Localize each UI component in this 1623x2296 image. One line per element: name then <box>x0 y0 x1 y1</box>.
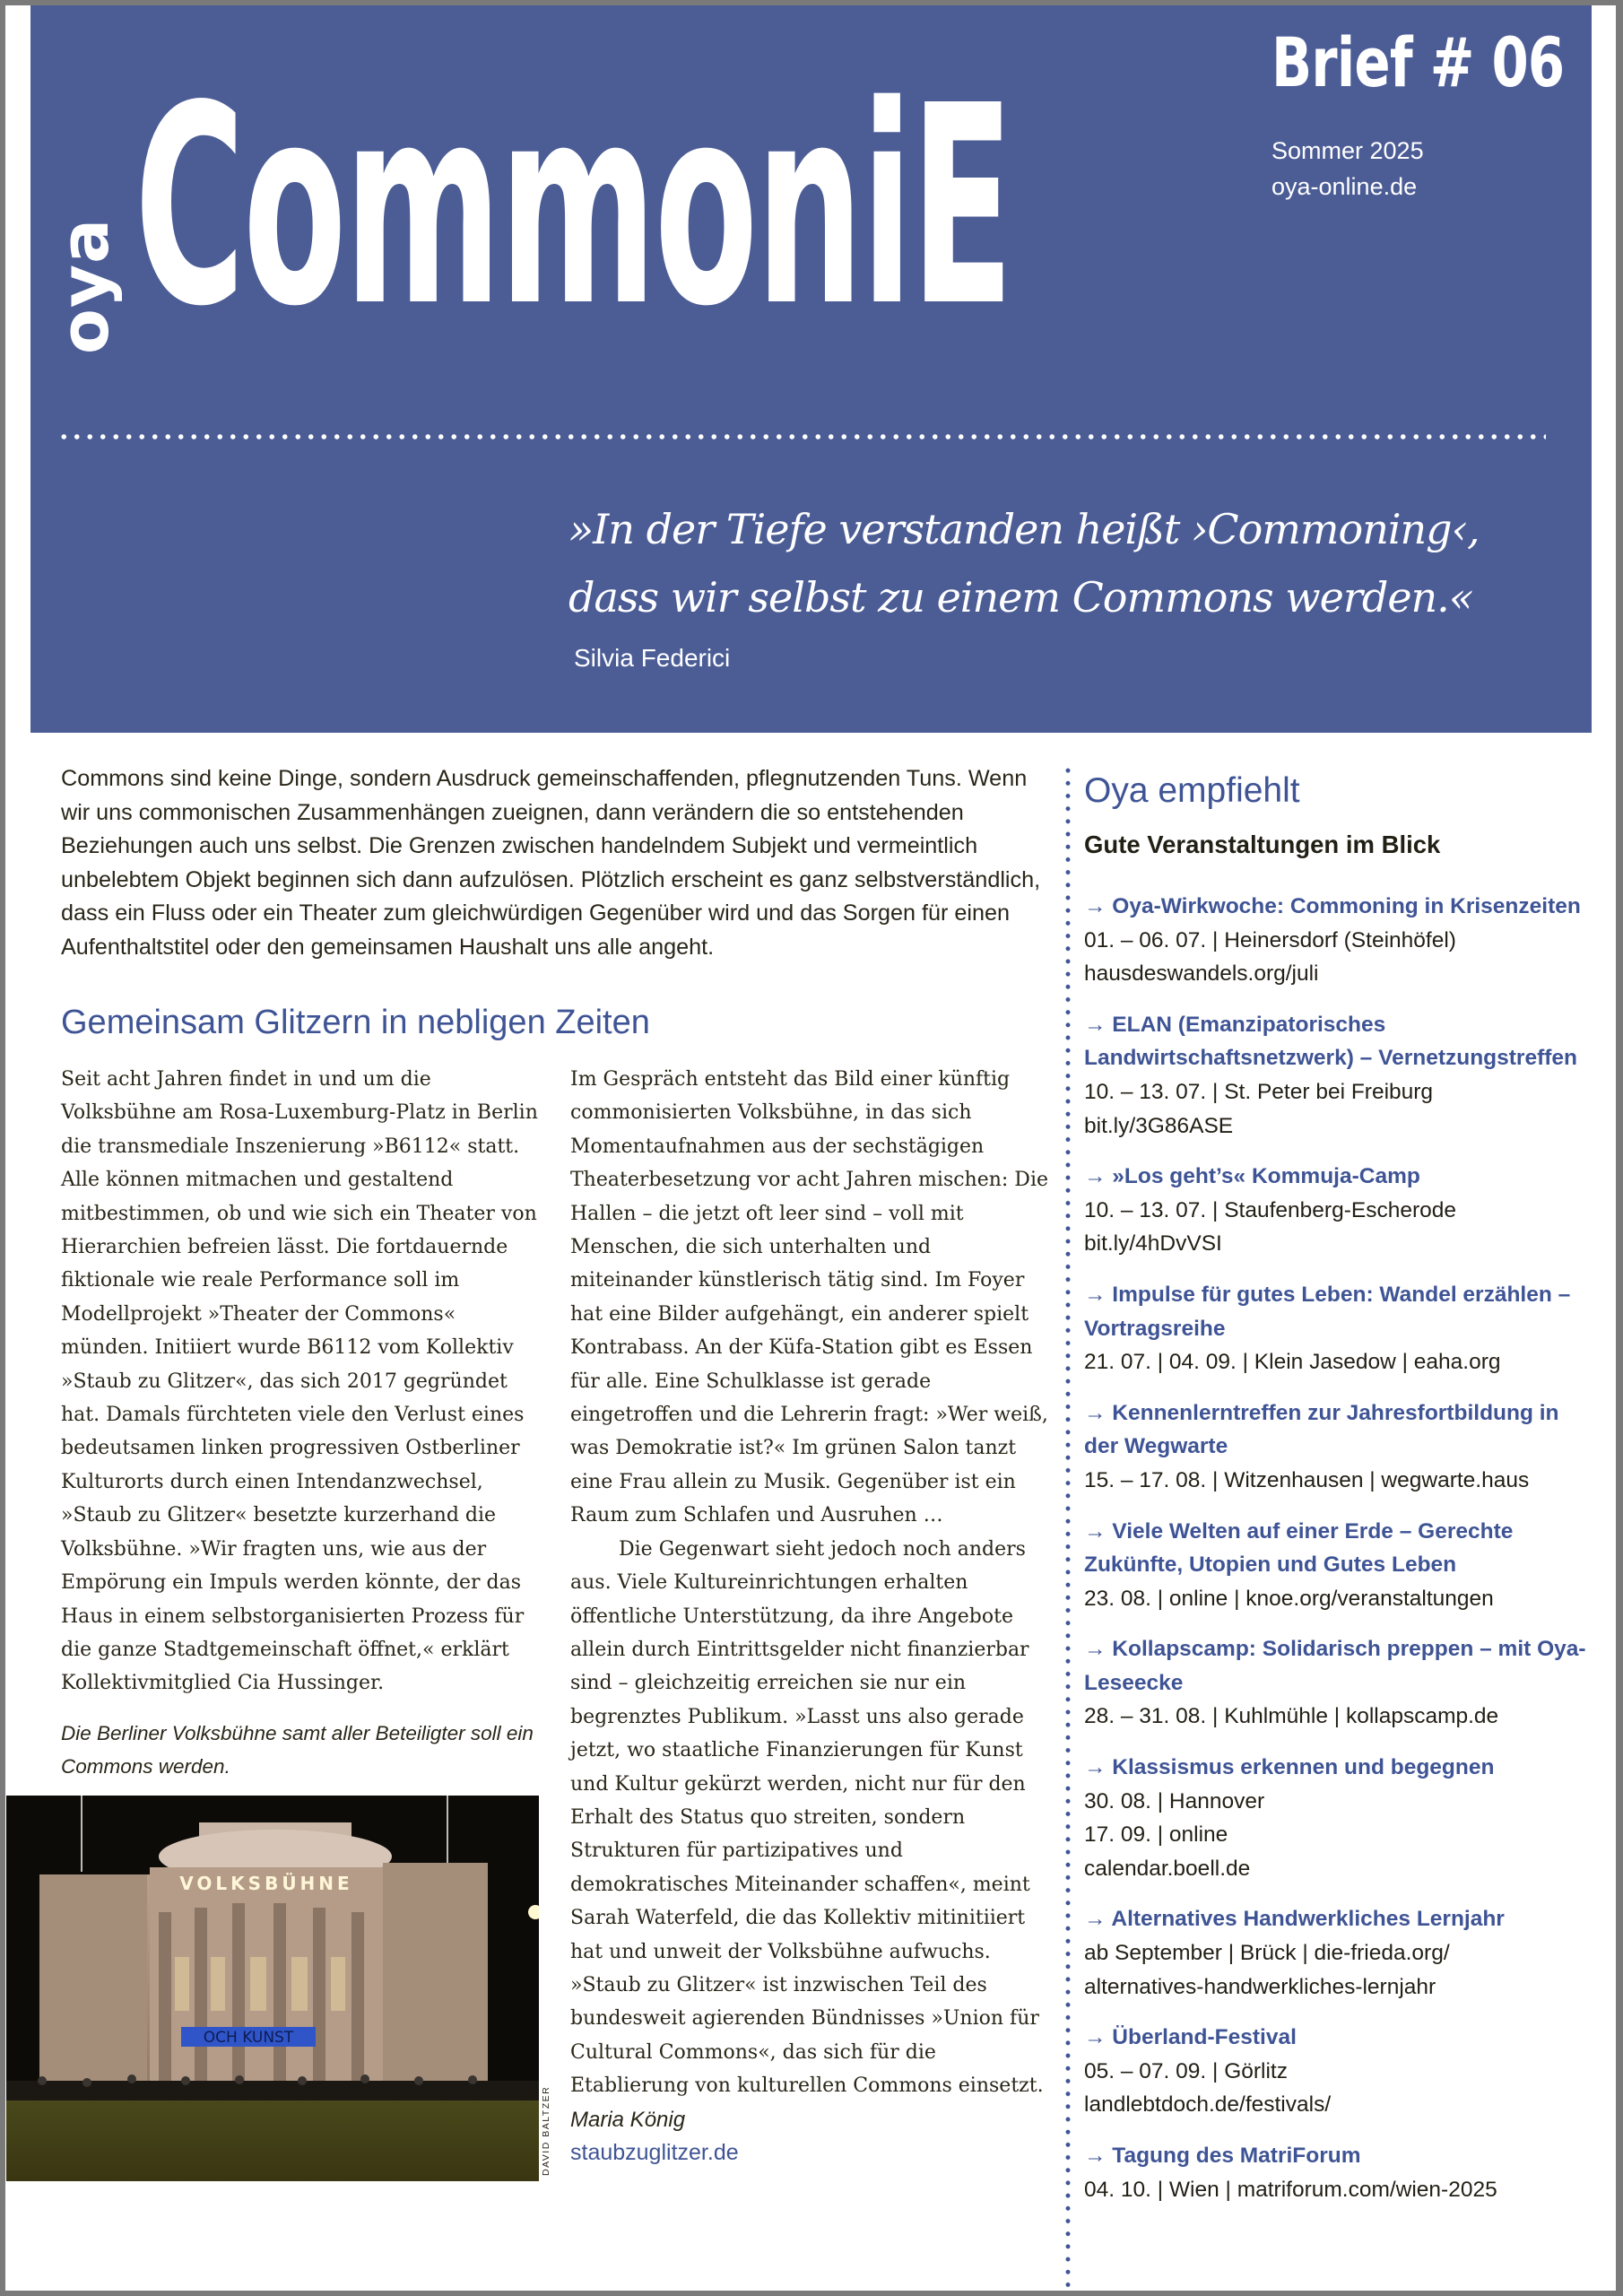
event-detail: 01. – 06. 07. | Heinersdorf (Steinhöfel) <box>1084 927 1456 952</box>
epigraph-quote <box>568 495 1564 631</box>
event-title[interactable]: → Kennenlerntreffen zur Jahresfortbildung in der Wegwarte <box>1084 1400 1559 1459</box>
photo-credit: DAVID BALTZER <box>541 2085 551 2176</box>
article-headline: Gemeinsam Glitzern in nebligen Zeiten <box>61 1004 650 1041</box>
event-detail: bit.ly/3G86ASE <box>1084 1113 1234 1138</box>
volksbuehne-photo <box>6 1796 539 2181</box>
event-detail: 21. 07. | 04. 09. | Klein Jasedow | eaha.org <box>1084 1350 1501 1375</box>
issue-meta <box>1271 133 1424 204</box>
event-list <box>1084 890 1591 2206</box>
quote-line: dass wir selbst zu einem Commons werden.« <box>568 573 1473 622</box>
event-detail: 15. – 17. 08. | Witzenhausen | wegwarte.haus <box>1084 1467 1530 1492</box>
photo-banner-text: OCH KUNST <box>203 2028 294 2047</box>
photo-illustration <box>6 1796 539 2181</box>
photo-figure <box>6 1796 551 2181</box>
column-separator-dotted <box>1065 764 1071 2289</box>
event-item <box>1084 1278 1591 1379</box>
event-detail: 10. – 13. 07. | St. Peter bei Freiburg <box>1084 1079 1434 1104</box>
event-detail: alternatives-handwerkliches-lernjahr <box>1084 1974 1436 1999</box>
sidebar-title: Oya empfiehlt <box>1084 771 1300 810</box>
article-author: Maria König <box>570 2107 686 2132</box>
quote-line: »In der Tiefe verstanden heißt ›Commoning‹, <box>568 505 1480 553</box>
event-detail: 17. 09. | online <box>1084 1822 1228 1848</box>
event-detail: hausdeswandels.org/juli <box>1084 961 1319 987</box>
article-column-2-text <box>570 1063 1055 2103</box>
brand-mark: oya <box>47 217 124 354</box>
event-title[interactable]: → Alternatives Handwerkliches Lernjahr <box>1084 1907 1505 1932</box>
event-detail: 30. 08. | Hannover <box>1084 1788 1265 1813</box>
event-title[interactable]: → »Los geht’s« Kommuja-Camp <box>1084 1164 1420 1189</box>
publication-logo: CommoniE <box>135 47 1012 367</box>
article-paragraph: Im Gespräch entsteht das Bild einer künftig commonisierten Volksbühne, in das sich Momentaufnahmen aus der sechstägigen Theaterbesetzung vor acht Jahren mischen: Die Hallen – die jetzt oft leer sind – voll mit Menschen, die sich unterhalten und miteinander künstlerisch tätig sind. Im Foyer hat eine Bilder aufgehängt, ein anderer spielt Kontrabass. An der Küfa-Station gibt es Essen für alle. Eine Schulklasse ist gerade eingetroffen und die Lehrerin fragt: »Wer weiß, was Demokratie ist?« Im grünen Salon tanzt eine Frau allein zu Musik. Gegenüber ist ein Raum zum Schlafen und Ausruhen … <box>570 1068 1049 1527</box>
event-recommendations-sidebar <box>1084 768 1591 2223</box>
event-item <box>1084 1515 1591 1616</box>
sidebar-subtitle: Gute Veranstaltungen im Blick <box>1084 831 1441 858</box>
article-paragraph: Die Gegenwart sieht jedoch noch anders aus. Viele Kultureinrichtungen erhalten öffentliche Unterstützung, da ihre Angebote allein durch Eintrittsgelder nicht finanzierbar sind – gleichzeitig erreichen sie nur ein begrenztes Publikum. »Lasst uns also gerade jetzt, wo staatliche Finanzierungen für Kunst und Kultur gekürzt werden, nicht nur für den Erhalt des Status quo streiten, sondern Strukturen für partizipatives und demokratisches Miteinander schaffen«, meint Sarah Waterfeld, die das Kollektiv mitinitiiert hat und unweit der Volksbühne aufwuchs. »Staub zu Glitzer« ist inzwischen Teil des bundesweit agierenden Bündnisses »Union für Cultural Commons«, das sich für die Etablierung von kulturellen Commons einsetzt. <box>570 1537 1044 2098</box>
issue-season: Sommer 2025 <box>1271 137 1424 164</box>
page-border-right <box>1616 0 1623 2296</box>
article-column-1 <box>61 1063 551 2181</box>
event-detail: calendar.boell.de <box>1084 1856 1251 1881</box>
page-border-left <box>0 0 5 2296</box>
quote-author: Silvia Federici <box>574 644 731 672</box>
article-web-link[interactable]: staubzuglitzer.de <box>570 2139 739 2165</box>
event-title[interactable]: → Überland-Festival <box>1084 2025 1297 2050</box>
photo-sign-text: VOLKSBÜHNE <box>179 1872 353 1894</box>
event-item <box>1084 1008 1591 1143</box>
event-item <box>1084 2139 1591 2206</box>
event-detail: ab September | Brück | die-frieda.org/ <box>1084 1941 1450 1966</box>
event-item <box>1084 1632 1591 1734</box>
event-item <box>1084 1160 1591 1261</box>
website-link[interactable]: oya-online.de <box>1271 173 1418 200</box>
event-title[interactable]: → Oya-Wirkwoche: Commoning in Krisenzeiten <box>1084 894 1581 918</box>
event-detail: 10. – 13. 07. | Staufenberg-Escherode <box>1084 1197 1456 1222</box>
issue-number: Brief # 06 <box>1271 22 1565 102</box>
event-title[interactable]: → Viele Welten auf einer Erde – Gerechte Zukünfte, Utopien und Gutes Leben <box>1084 1518 1514 1578</box>
epigraph <box>568 495 1564 674</box>
event-title[interactable]: → Klassismus erkennen und begegnen <box>1084 1755 1495 1780</box>
article-paragraph: Seit acht Jahren findet in und um die Volksbühne am Rosa-Luxemburg-Platz in Berlin die transmediale Inszenierung »B6112« statt. Alle können mitmachen und gestaltend mitbestimmen, ob und wie sich ein Theater von Hierarchien befreien lässt. Die fortdauernde fiktionale wie reale Performance soll im Modellprojekt »Theater der Commons« münden. Initiiert wurde B6112 vom Kollektiv »Staub zu Glitzer«, das sich 2017 gegründet hat. Damals fürchteten viele den Verlust eines bedeutsamen linken progressiven Ostberliner Kulturorts durch einen Intendanzwechsel, »Staub zu Glitzer« besetzte kurzerhand die Volksbühne. »Wir fragten uns, wie aus der Empörung ein Impuls werden könnte, der das Haus in einem selbstorganisierten Prozess für die ganze Stadtgemeinschaft öffnet,« erklärt Kollektivmitglied Cia Hussinger. <box>61 1068 538 1695</box>
intro-text: Commons sind keine Dinge, sondern Ausdruck gemeinschaffenden, pflegnutzenden Tuns. Wenn wir uns commonischen Zusammenhängen zueignen, dann verändern die so entstehenden Beziehungen auch uns selbst. Die Grenzen zwischen handelndem Subjekt und vermeintlich unbelebtem Objekt beginnen sich dann aufzulösen. Plötzlich erscheint es ganz selbstverständlich, dass ein Fluss oder ein Theater zum gleichwürdigen Gegenüber wird und das Sorgen für einen Aufenthaltstitel oder den gemeinsamen Haushalt uns alle angeht. <box>61 766 1041 960</box>
event-item <box>1084 1751 1591 1885</box>
event-detail: bit.ly/4hDvVSI <box>1084 1231 1222 1257</box>
event-item <box>1084 890 1591 991</box>
event-item <box>1084 1396 1591 1498</box>
event-title[interactable]: → ELAN (Emanzipatorisches Landwirtschaftsnetzwerk) – Vernetzungstreffen <box>1084 1012 1578 1071</box>
event-detail: landlebtdoch.de/festivals/ <box>1084 2092 1332 2118</box>
photo-caption: Die Berliner Volksbühne samt aller Beteiligter soll ein Commons werden. <box>61 1721 534 1778</box>
event-detail: 04. 10. | Wien | matriforum.com/wien-2025 <box>1084 2177 1497 2202</box>
event-title[interactable]: → Kollapscamp: Solidarisch preppen – mit Oya-Leseecke <box>1084 1637 1586 1695</box>
intro-paragraph <box>61 762 1052 964</box>
article-column-2 <box>570 1063 1055 2170</box>
page-border-bottom <box>0 2291 1623 2296</box>
event-detail: 23. 08. | online | knoe.org/veranstaltungen <box>1084 1586 1494 1611</box>
event-title[interactable]: → Impulse für gutes Leben: Wandel erzählen – Vortragsreihe <box>1084 1282 1571 1341</box>
event-title[interactable]: → Tagung des MatriForum <box>1084 2144 1361 2168</box>
event-item <box>1084 1902 1591 2004</box>
event-detail: 28. – 31. 08. | Kuhlmühle | kollapscamp.de <box>1084 1704 1499 1729</box>
event-item <box>1084 2021 1591 2122</box>
article-column-1-text <box>61 1063 545 1700</box>
dotted-divider <box>57 433 1546 440</box>
event-detail: 05. – 07. 09. | Görlitz <box>1084 2058 1288 2083</box>
